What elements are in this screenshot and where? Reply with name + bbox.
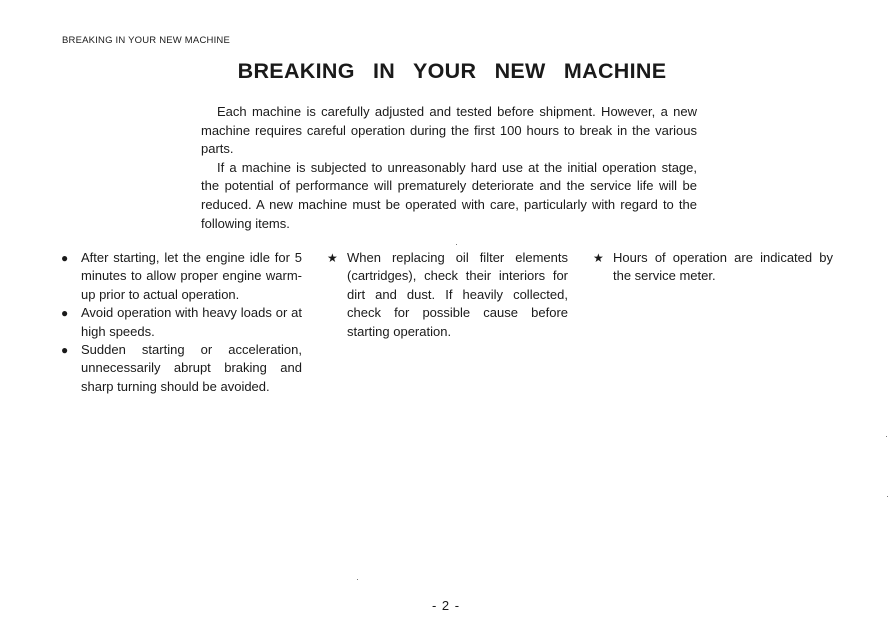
list-item-text: Avoid operation with heavy loads or at high speeds. xyxy=(81,305,302,339)
scan-speck xyxy=(887,496,888,497)
intro-paragraph: If a machine is subjected to unreasonably hard use at the initial operation stage, the potential of performance will prematurely deteriorate and the service life will be reduced. A new machine must be operated with care, particularly with regard to the following items. xyxy=(201,159,697,231)
bullet-icon: ● xyxy=(61,343,69,358)
list-item xyxy=(61,249,302,304)
scan-speck xyxy=(886,436,887,437)
list-item-text: When replacing oil filter elements (cartridges), check their interiors for dirt and dust. If heavily collected, check for possible cause before starting operation. xyxy=(347,250,568,339)
star-icon: ★ xyxy=(327,251,338,265)
running-header: BREAKING IN YOUR NEW MACHINE xyxy=(62,35,230,46)
list-item xyxy=(327,249,568,341)
list-item-text: After starting, let the engine idle for 5 minutes to allow proper engine warm-up prior to actual operation. xyxy=(81,250,302,302)
scan-speck xyxy=(357,579,358,580)
list-item xyxy=(61,341,302,396)
list-item-text: Sudden starting or acceleration, unnecessarily abrupt braking and sharp turning should be avoided. xyxy=(81,342,302,394)
list-item-text: Hours of operation are indicated by the service meter. xyxy=(613,250,833,284)
column-middle xyxy=(327,249,568,341)
scan-speck xyxy=(456,244,457,245)
list-item xyxy=(593,249,833,286)
column-left xyxy=(61,249,302,396)
column-right xyxy=(593,249,833,286)
star-icon: ★ xyxy=(593,251,604,265)
page-title: BREAKING IN YOUR NEW MACHINE xyxy=(237,59,667,83)
intro-paragraph: Each machine is carefully adjusted and tested before shipment. However, a new machine requires careful operation during the first 100 hours to break in the various parts. xyxy=(201,104,697,157)
intro-section xyxy=(201,103,697,233)
page-number: - 2 - xyxy=(431,598,461,613)
bullet-icon: ● xyxy=(61,306,69,321)
bullet-icon: ● xyxy=(61,251,69,265)
list-item xyxy=(61,304,302,341)
